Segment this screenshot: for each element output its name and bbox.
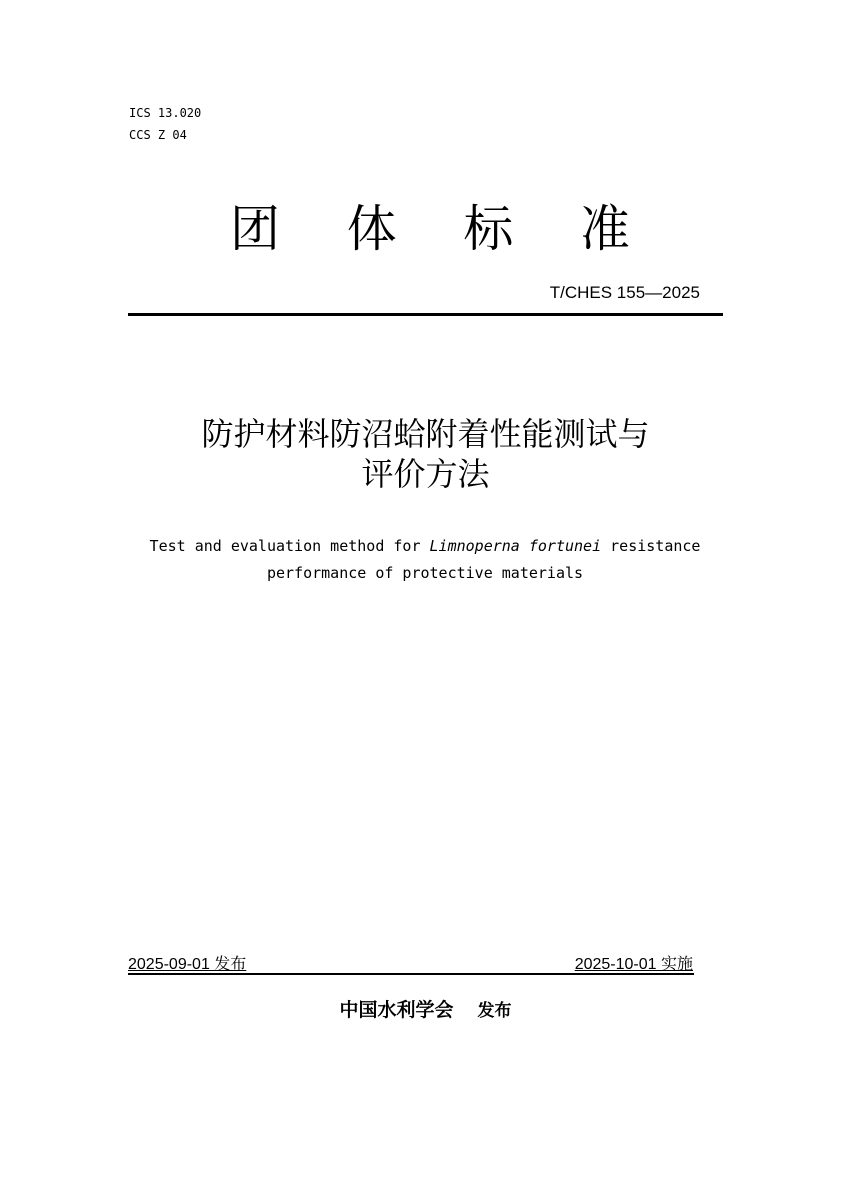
document-type-char: 准 bbox=[579, 200, 630, 258]
document-type-title bbox=[230, 196, 630, 262]
document-type-char: 团 bbox=[230, 200, 280, 258]
english-title bbox=[100, 533, 750, 587]
english-title-line-1 bbox=[100, 533, 750, 560]
bottom-divider bbox=[128, 973, 694, 975]
standard-number: T/CHES 155—2025 bbox=[549, 283, 700, 302]
chinese-title bbox=[128, 414, 723, 494]
english-title-line-2: performance of protective materials bbox=[266, 564, 584, 582]
issue-date: 2025-09-01 发布 bbox=[128, 956, 247, 973]
chinese-title-line-1: 防护材料防沼蛤附着性能测试与 bbox=[201, 415, 650, 453]
top-divider bbox=[128, 313, 723, 316]
species-name: Limnoperna fortunei bbox=[429, 537, 602, 555]
english-title-prefix: Test and evaluation method for bbox=[149, 537, 430, 555]
publisher-name: 中国水利学会 bbox=[339, 999, 454, 1021]
publisher-line bbox=[128, 997, 723, 1024]
chinese-title-line-2: 评价方法 bbox=[361, 455, 490, 493]
document-type-char: 标 bbox=[463, 200, 514, 258]
english-title-suffix: resistance bbox=[601, 537, 701, 555]
publisher-verb: 发布 bbox=[477, 1001, 512, 1021]
ics-code: ICS 13.020 bbox=[129, 106, 202, 120]
ccs-code: CCS Z 04 bbox=[129, 128, 187, 142]
document-type-char: 体 bbox=[346, 200, 397, 258]
implementation-date: 2025-10-01 实施 bbox=[574, 956, 693, 973]
